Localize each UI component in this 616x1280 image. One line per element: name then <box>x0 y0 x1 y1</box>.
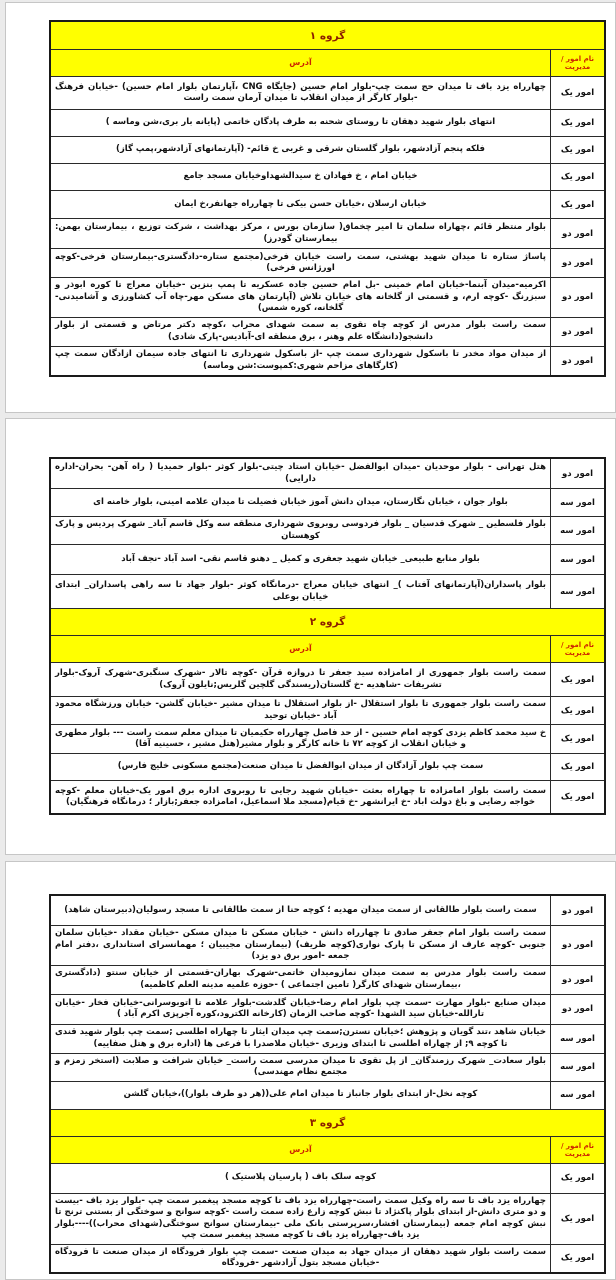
address-cell: بلوار فلسطین _ شهرک قدسیان _ بلوار فردوسی روبروی شهرداری منطقه سه وکل قاسم آباد_ شهرک پردیس و پارک کوهستان <box>55 519 546 541</box>
address-cell: خ سید محمد کاظم یزدی کوچه امام حسین - از حد فاصل چهارراه حکیمیان تا میدان معلم سمت راست --- بلوار مطهری و خیابان انقلاب از کوچه ۷۲ تا خانه کارگر و بلوار مشیر(هتل مشیر ، حسینیه آقا) <box>55 727 546 749</box>
table-row <box>51 994 604 1024</box>
table-row <box>51 190 604 218</box>
address-cell: خیابان ارسلان ،خیابان حسن بیکی تا چهارراه جهانفر،خ ایمان <box>174 198 427 209</box>
table-row <box>51 753 604 780</box>
management-cell: امور دو <box>550 249 604 277</box>
management-cell: امور دو <box>550 318 604 346</box>
address-column-header: آدرس <box>51 636 550 662</box>
outage-table-group-2 <box>49 457 606 815</box>
document-page-1 <box>5 2 616 413</box>
table-row <box>51 780 604 813</box>
address-cell: اکرمیه-میدان آبنما-خیابان امام خمینی -بل امام حسین جاده عسکریه تا پمپ بنزین -خیابان معراج تا کوره ابوذر و سبزرنگ -کوچه ارم، و قسمتی از گلخانه های خیابان تلاش (آپارتمان های مسکن مهر-چاه آب کشاورزی و آشامیدنی-گلخانه، کوره شمس) <box>55 280 546 313</box>
outage-table-group-3 <box>49 894 606 1274</box>
address-cell: بلوار سعادت_ شهرک رزمندگان_ از پل تقوی تا میدان مدرسی سمت راست_ خیابان شرافت و صلابت (استخر زمزم و مجتمع نظام مهندسی) <box>55 1055 546 1077</box>
address-column-header: آدرس <box>51 50 550 76</box>
management-cell: امور دو <box>550 219 604 248</box>
table-row <box>51 965 604 994</box>
document-page-2 <box>5 418 616 855</box>
table-row <box>51 76 604 109</box>
management-cell: امور دو <box>550 966 604 994</box>
management-cell: امور سه <box>550 1082 604 1109</box>
management-cell: امور دو <box>550 926 604 965</box>
management-cell: امور دو <box>550 995 604 1024</box>
management-cell: امور دو <box>550 347 604 375</box>
management-cell: امور یک <box>550 110 604 136</box>
address-cell: میدان صنایع -بلوار مهارت -سمت چپ بلوار امام رضا-خیابان گلدشت-بلوار علامه تا اتوبوسرانی-خیابان فخار -خیابان تارالله-خیابان سید الشهدا -کوچه صاحب الزمان (کارخانه الکترود،کوره آجرپزی اکرم آباد ) <box>55 997 546 1019</box>
management-cell: امور یک <box>550 697 604 724</box>
table-row <box>51 109 604 136</box>
table-row <box>51 925 604 965</box>
management-cell: امور سه <box>550 1025 604 1053</box>
address-cell: سمت راست بلوار جمهوری تا بلوار استقلال -از بلوار استقلال تا میدان مشیر -خیابان گلشن- خیابان ورزشگاه محمود آباد -خیابان توحید <box>55 699 546 721</box>
management-cell: امور سه <box>550 489 604 516</box>
address-column-header: آدرس <box>51 1137 550 1163</box>
address-cell: بلوار پاسداران(آپارتمانهای آفتاب )_ انتهای خیابان معراج -درمانگاه کوثر -بلوار جهاد تا سه راهی پاسداران_ ابتدای خیابان بوعلی <box>55 580 546 602</box>
address-cell: سمت راست بلوار امامزاده تا چهاراه بعثت -خیابان شهید رجایی تا روبروی اداره برق امور یک-خیابان معلم -کوچه خواجه رضایی و باغ دولت اباد -خ ایرانشهر -خ قیام(مسجد ملا اسماعیل، امامزاده جعفر;بازار ؛ درمانگاه فرهنگیان) <box>55 785 546 807</box>
table-row <box>51 1244 604 1272</box>
table-row <box>51 1163 604 1193</box>
address-cell: انتهای بلوار شهید دهقان تا روستای شحنه به طرف پادگان خاتمی (پایانه بار بری،شن وماسه ) <box>105 117 496 128</box>
management-cell: امور یک <box>550 164 604 190</box>
table-row <box>51 544 604 574</box>
address-cell: چهارراه یزد باف تا میدان حج سمت چپ-بلوار امام حسین (جایگاه CNG ،آپارتمان بلوار امام حسین) -خیابان فرهنگ -بلوار کارگر از میدان انقلاب تا میدان آرمان سمت راست <box>55 81 546 103</box>
table-row <box>51 1081 604 1109</box>
document-page-3 <box>5 861 616 1280</box>
table-row <box>51 248 604 277</box>
management-cell: امور دو <box>550 459 604 488</box>
management-cell: امور سه <box>550 575 604 608</box>
table-row <box>51 163 604 190</box>
table-row <box>51 1193 604 1244</box>
address-cell: خیابان شاهد ،تند گویان و پژوهش ؛خیابان نسترن;سمت چپ میدان ایثار تا چهاراه اطلسی ;سمت چپ بلوار شهید قندی تا کوچه ۹; از چهاراه اطلسی تا ابتدای وزیری -خیابان ملاصدرا با فرعی ها (اداره برق و هتل صفاییه) <box>55 1027 546 1049</box>
address-cell: کوچه سلک باف ( پارسیان پلاستیک ) <box>224 1172 377 1183</box>
management-cell: امور یک <box>550 1164 604 1193</box>
table-row <box>51 317 604 346</box>
management-cell: امور دو <box>550 896 604 925</box>
address-cell: چهارراه یزد باف تا سه راه وکیل سمت راست-چهارراه یزد باف تا کوچه مسجد پیغمبر سمت چپ -بلوار یزد باف -بیست و دو متری دانش-از ابتدای بلوار پاکنژاد تا نبش کوچه زارع زاده سمت راست -کوچه سوانح و سوختگی از بستنی ترنج تا نبش کوچه امام جمعه (بیمارستان افشار،سرپرستی بانک ملی -بیمارستان سوانح سوختگی(شهدای محراب))----بلوار یزد باف-چهارراه یزد باف تا کوچه مسجد پیغمبر سمت چپ <box>55 1195 546 1240</box>
outage-table-group-1 <box>49 20 606 377</box>
table-row <box>51 574 604 608</box>
table-row <box>51 459 604 488</box>
address-cell: سمت راست بلوار شهید دهقان از میدان جهاد به میدان صنعت -سمت چپ بلوار فرودگاه از میدان صنعت تا فرودگاه -خیابان مسجد بتول آزادشهر -فرودگاه <box>55 1246 546 1268</box>
address-cell: سمت راست بلوار مدرس از کوچه چاه تقوی به سمت شهدای محراب ،کوچه دکتر مرتاض و قسمتی از بلوار دانشجو(دانشگاه علم وهنر ، برق منطقه ای-آبادیس-پارک شادی) <box>55 320 546 342</box>
table-row <box>51 277 604 317</box>
address-cell: بلوار منتظر قائم ،چهاراه سلمان تا امیر چخماق( سازمان بورس ، مرکز بهداشت ، شرکت توزیع ، بیمارستان بهمن: بیمارستان گودرز) <box>55 222 546 244</box>
address-cell: سمت راست بلوار جمهوری از امامزاده سید جعفر تا دروازه قرآن -کوچه تالار -شهرک سنگبری-شهرک آروک-بلوار تشریفات -شاهدیه -خ گلستان(ریسندگی گلچین گلریس;نایلون آروک) <box>55 668 546 690</box>
management-column-header: نام امور /مدیریت <box>550 636 604 662</box>
table-row <box>51 696 604 724</box>
table-row <box>51 724 604 753</box>
table-row <box>51 1053 604 1081</box>
table-row <box>51 346 604 375</box>
management-cell: امور یک <box>550 137 604 163</box>
address-cell: از میدان مواد مخدر تا باسکول شهرداری سمت چپ -از باسکول شهرداری تا انتهای جاده سیمان ازادگان سمت چپ (کارگاهای مزاحم شهری:کمپوست:شن وماسه) <box>55 349 546 371</box>
management-cell: امور دو <box>550 278 604 317</box>
address-cell: سمت راست بلوار امام جعفر صادق تا چهارراه دانش - خیابان مسکن تا میدان مسکن -خیابان مقداد -خیابان سلمان جنوبی -کوچه عارف از مسکن تا پارک نواری(کوچه ظریف) (بیمارستان مجیبیان ؛ مهمانسرای استانداری ،دفتر امام جمعه -امور برق دو یزد) <box>55 928 546 961</box>
column-header-row <box>51 1136 604 1163</box>
table-row <box>51 1024 604 1053</box>
management-cell: امور یک <box>550 663 604 696</box>
address-cell: پاساژ ستاره تا میدان شهید بهشتی، سمت راست خیابان فرخی(مجتمع ستاره-دادگستری-بیمارستان فرخی-کوچه اورژانس فرخی) <box>55 251 546 273</box>
column-header-row <box>51 49 604 76</box>
management-column-header: نام امور /مدیریت <box>550 50 604 76</box>
table-row <box>51 662 604 696</box>
management-cell: امور یک <box>550 1194 604 1244</box>
group-header: گروه ۱ <box>51 22 604 49</box>
management-cell: امور سه <box>550 1054 604 1081</box>
management-cell: امور یک <box>550 754 604 780</box>
management-cell: امور یک <box>550 725 604 753</box>
management-cell: امور یک <box>550 191 604 218</box>
address-cell: فلکه پنجم آزادشهر، بلوار گلستان شرقی و غربی خ قائم- (آپارتمانهای آزادشهر،پمپ گاز) <box>115 144 485 155</box>
address-cell: بلوار منابع طبیعی_ خیابان شهید جعفری و کمیل _ دهنو قاسم نقی- اسد آباد -نجف آباد <box>121 553 480 564</box>
column-header-row <box>51 635 604 662</box>
address-cell: بلوار جوان ، خیابان نگارستان، میدان دانش آموز خیابان فضیلت تا میدان علامه امینی، بلوار خامنه ای <box>93 496 508 507</box>
management-cell: امور یک <box>550 781 604 813</box>
table-row <box>51 896 604 925</box>
table-row <box>51 136 604 163</box>
table-row <box>51 516 604 544</box>
management-cell: امور یک <box>550 1245 604 1272</box>
table-row <box>51 488 604 516</box>
management-cell: امور سه <box>550 517 604 544</box>
table-row <box>51 218 604 248</box>
address-cell: سمت راست بلوار طالقانی از سمت میدان مهدیه ؛ کوچه حنا از سمت طالقانی تا مسجد رسولیان(دبیرستان شاهد) <box>64 904 537 915</box>
group-header: گروه ۲ <box>51 608 604 635</box>
address-cell: هتل تهرانی - بلوار موحدیان -میدان ابوالفضل -خیابان استاد چیتی-بلوار کوثر -بلوار حمیدیا ( راه آهن- بحران-اداره دارایی) <box>55 462 546 484</box>
address-cell: کوچه نخل-از ابتدای بلوار جانباز تا میدان امام علی((هر دو طرف بلوار))،خیابان گلشن <box>123 1089 478 1100</box>
management-column-header: نام امور /مدیریت <box>550 1137 604 1163</box>
address-cell: خیابان امام ، خ فهادان خ سیدالشهداوخیابان مسجد جامع <box>183 171 418 182</box>
management-cell: امور یک <box>550 77 604 109</box>
group-header: گروه ۳ <box>51 1109 604 1136</box>
management-cell: امور سه <box>550 545 604 574</box>
address-cell: سمت راست بلوار مدرس به سمت میدان نمازومیدان خاتمی-شهرک بهاران-قسمتی از خیابان سنتو (دادگستری ،بیمارستان شهدای کارگر( تامین اجتماعی ) -حوزه علمیه مدینه العلم کاظمیه) <box>55 968 546 990</box>
address-cell: سمت چپ بلوار آزادگان از میدان ابوالفضل تا میدان صنعت(مجتمع مسکونی خلیج فارس) <box>117 761 484 772</box>
